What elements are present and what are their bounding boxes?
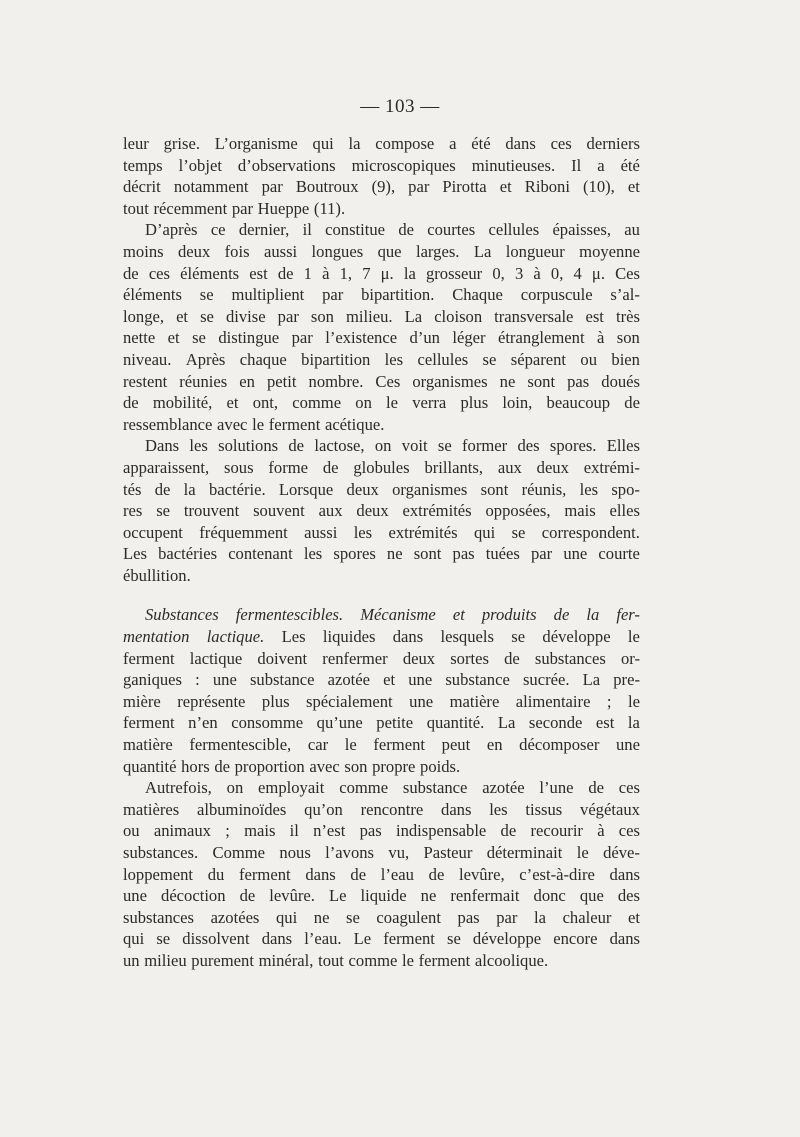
text-line: apparaissent, sous forme de globules brillants, aux deux extrémi- bbox=[123, 457, 640, 477]
text-line: nette et se distingue par l’existence d’un léger étranglement à son bbox=[123, 328, 640, 348]
text-line: matière fermentescible, car le ferment peut en décomposer une bbox=[123, 735, 640, 755]
text-line: mentation lactique. Les liquides dans lesquels se développe le bbox=[123, 627, 640, 647]
text-line: une décoction de levûre. Le liquide ne renfermait donc que des bbox=[123, 886, 640, 906]
text-line: Substances fermentescibles. Mécanisme et produits de la fer- bbox=[145, 605, 640, 625]
text-line: ganiques : une substance azotée et une substance sucrée. La pre- bbox=[123, 670, 640, 690]
text-line: Dans les solutions de lactose, on voit se former des spores. Elles bbox=[145, 436, 640, 456]
text-line: temps l’objet d’observations microscopiques minutieuses. Il a été bbox=[123, 155, 640, 175]
text-line: tés de la bactérie. Lorsque deux organismes sont réunis, les spo- bbox=[123, 479, 640, 499]
text-line: éléments se multiplient par bipartition. Chaque corpuscule s’al- bbox=[123, 285, 640, 305]
text-line: mière représente plus spécialement une matière alimentaire ; le bbox=[123, 691, 640, 711]
text-line: ferment lactique doivent renfermer deux sortes de substances or- bbox=[123, 648, 640, 668]
text-line: de mobilité, et ont, comme on le verra plus loin, beaucoup de bbox=[123, 393, 640, 413]
page-number: — 103 — bbox=[360, 96, 440, 117]
text-line: ébullition. bbox=[123, 565, 191, 585]
text-line: tout récemment par Hueppe (11). bbox=[123, 198, 346, 218]
paragraph-gap bbox=[123, 586, 640, 604]
text-line: res se trouvent souvent aux deux extrémités opposées, mais elles bbox=[123, 501, 640, 521]
paragraph bbox=[123, 435, 640, 586]
text-line: loppement du ferment dans de l’eau de levûre, c’est-à-dire dans bbox=[123, 864, 640, 884]
text-line: décrit notamment par Boutroux (9), par Pirotta et Riboni (10), et bbox=[123, 177, 640, 197]
text-line: ou animaux ; mais il n’est pas indispensable de recourir à ces bbox=[123, 821, 640, 841]
paragraph bbox=[123, 604, 640, 777]
text-line: substances azotées qui ne se coagulent pas par la chaleur et bbox=[123, 907, 640, 927]
text-line: niveau. Après chaque bipartition les cellules se séparent ou bien bbox=[123, 349, 640, 369]
text-line: D’après ce dernier, il constitue de courtes cellules épaisses, au bbox=[145, 220, 640, 240]
text-line: substances. Comme nous l’avons vu, Pasteur déterminait le déve- bbox=[123, 843, 640, 862]
body-text bbox=[123, 133, 640, 972]
paragraph bbox=[123, 133, 640, 219]
text-line: longe, et se divise par son milieu. La cloison transversale est très bbox=[123, 306, 640, 326]
text-line: ressemblance avec le ferment acétique. bbox=[123, 414, 385, 434]
text-line: Autrefois, on employait comme substance azotée l’une de ces bbox=[145, 778, 640, 798]
text-line: ferment n’en consomme qu’une petite quantité. La seconde est la bbox=[123, 713, 640, 733]
text-line: moins deux fois aussi longues que larges. La longueur moyenne bbox=[123, 241, 640, 261]
text-line: quantité hors de proportion avec son propre poids. bbox=[123, 756, 461, 776]
paragraph bbox=[123, 777, 640, 971]
paragraph bbox=[123, 219, 640, 435]
text-line: matières albuminoïdes qu’on rencontre dans les tissus végétaux bbox=[123, 799, 640, 819]
text-line: leur grise. L’organisme qui la compose a été dans ces derniers bbox=[123, 134, 640, 153]
text-line: qui se dissolvent dans l’eau. Le ferment se développe encore dans bbox=[123, 929, 640, 949]
text-line: de ces éléments est de 1 à 1, 7 μ. la grosseur 0, 3 à 0, 4 μ. Ces bbox=[123, 263, 640, 283]
text-line: restent réunies en petit nombre. Ces organismes ne sont pas doués bbox=[123, 371, 640, 391]
text-line: occupent fréquemment aussi les extrémités qui se correspondent. bbox=[123, 522, 640, 542]
text-line: un milieu purement minéral, tout comme le ferment alcoolique. bbox=[123, 950, 549, 970]
text-line: Les bactéries contenant les spores ne sont pas tuées par une courte bbox=[123, 544, 640, 564]
